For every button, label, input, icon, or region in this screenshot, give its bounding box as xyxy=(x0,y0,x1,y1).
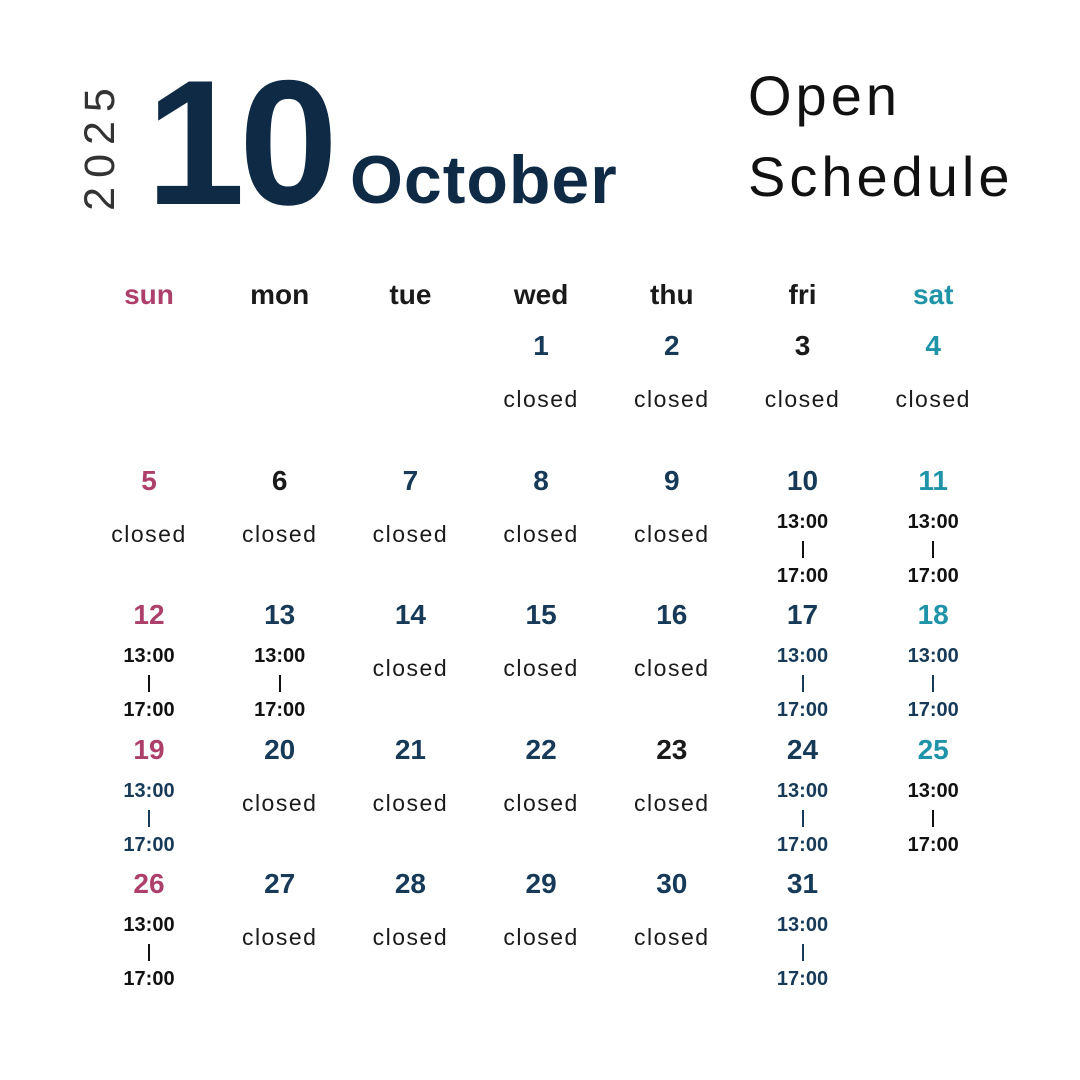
close-time: 17:00 xyxy=(123,968,175,990)
day-number: 9 xyxy=(664,464,680,496)
time-separator xyxy=(802,944,804,961)
day-cell xyxy=(738,457,868,591)
open-time: 13:00 xyxy=(907,645,959,667)
open-hours xyxy=(738,509,868,590)
title-line-open: Open xyxy=(748,64,901,127)
open-time: 13:00 xyxy=(254,645,306,667)
closed-label: closed xyxy=(634,789,710,816)
closed-label: closed xyxy=(895,386,971,412)
closed-label: closed xyxy=(503,655,579,681)
close-time: 17:00 xyxy=(776,564,829,587)
open-hours xyxy=(215,643,345,724)
day-number: 11 xyxy=(918,464,948,496)
day-cell xyxy=(607,322,737,456)
day-cell xyxy=(738,591,868,725)
day-number: 8 xyxy=(533,464,549,496)
close-time: 17:00 xyxy=(776,968,829,990)
day-number: 27 xyxy=(264,868,296,899)
closed-label: closed xyxy=(372,520,449,547)
close-time: 17:00 xyxy=(776,699,829,721)
closed-label: closed xyxy=(503,386,579,412)
day-cell xyxy=(476,457,606,591)
day-number: 18 xyxy=(917,599,949,630)
day-number: 28 xyxy=(394,868,426,899)
day-number: 20 xyxy=(264,733,296,765)
day-number: 17 xyxy=(786,599,819,630)
open-time: 13:00 xyxy=(776,914,829,936)
closed-label: closed xyxy=(241,520,318,547)
day-cell xyxy=(345,591,475,725)
closed-label: closed xyxy=(372,789,449,816)
time-separator xyxy=(932,675,934,692)
day-number: 1 xyxy=(533,330,549,361)
day-cell xyxy=(84,457,214,591)
day-cell xyxy=(607,726,737,860)
close-time: 17:00 xyxy=(776,833,829,856)
day-cell xyxy=(84,591,214,725)
day-cell xyxy=(868,726,998,860)
day-number: 7 xyxy=(402,464,419,496)
time-separator xyxy=(148,944,150,961)
day-number: 23 xyxy=(656,733,688,765)
day-cell xyxy=(738,860,868,994)
weekday-header-mon: mon xyxy=(250,279,310,310)
day-number: 25 xyxy=(917,733,949,765)
open-time: 13:00 xyxy=(776,645,829,667)
weekday-header-fri: fri xyxy=(788,279,817,310)
day-number: 19 xyxy=(133,733,165,765)
open-time: 13:00 xyxy=(907,779,959,802)
day-cell xyxy=(215,457,345,591)
day-number: 5 xyxy=(141,464,157,496)
closed-label: closed xyxy=(503,520,579,547)
closed-label: closed xyxy=(634,520,710,547)
day-cell xyxy=(607,860,737,994)
time-separator xyxy=(932,810,934,827)
close-time: 17:00 xyxy=(123,699,175,721)
day-cell xyxy=(215,591,345,725)
closed-label: closed xyxy=(111,520,187,547)
open-time: 13:00 xyxy=(123,914,175,936)
day-number: 4 xyxy=(925,330,941,361)
day-cell xyxy=(476,726,606,860)
closed-label: closed xyxy=(241,924,318,950)
day-cell xyxy=(607,457,737,591)
closed-label: closed xyxy=(764,386,841,412)
day-number: 14 xyxy=(394,599,426,630)
open-hours xyxy=(738,778,868,859)
open-hours xyxy=(868,509,998,590)
time-separator xyxy=(802,675,804,692)
open-hours xyxy=(738,912,868,993)
day-number: 16 xyxy=(656,599,688,630)
day-number: 10 xyxy=(786,464,819,496)
closed-label: closed xyxy=(372,655,449,681)
time-separator xyxy=(148,810,150,827)
open-hours xyxy=(868,643,998,724)
time-separator xyxy=(802,810,804,827)
weekday-header-tue: tue xyxy=(389,279,432,310)
day-number: 31 xyxy=(786,868,819,899)
day-number: 26 xyxy=(133,868,165,899)
day-cell xyxy=(215,726,345,860)
day-cell xyxy=(84,726,214,860)
closed-label: closed xyxy=(634,924,710,950)
open-hours xyxy=(868,778,998,859)
day-number: 21 xyxy=(394,733,426,765)
close-time: 17:00 xyxy=(907,699,959,721)
closed-label: closed xyxy=(503,924,579,950)
weekday-header-thu: thu xyxy=(650,279,694,310)
day-cell xyxy=(868,591,998,725)
day-cell xyxy=(738,726,868,860)
day-cell xyxy=(476,322,606,456)
open-hours xyxy=(84,643,214,724)
month-name: October xyxy=(350,142,618,218)
month-number: 10 xyxy=(146,43,332,242)
day-cell xyxy=(84,860,214,994)
open-hours xyxy=(84,778,214,859)
day-number: 2 xyxy=(664,330,680,361)
open-hours xyxy=(738,643,868,724)
open-time: 13:00 xyxy=(776,510,829,533)
day-cell xyxy=(476,591,606,725)
day-number: 13 xyxy=(264,599,296,630)
open-time: 13:00 xyxy=(776,779,829,802)
day-cell xyxy=(607,591,737,725)
day-number: 15 xyxy=(525,599,557,630)
day-number: 3 xyxy=(794,330,811,361)
close-time: 17:00 xyxy=(907,564,959,587)
day-cell xyxy=(868,457,998,591)
closed-label: closed xyxy=(241,789,318,816)
weekday-header-sun: sun xyxy=(124,279,174,310)
open-hours xyxy=(84,912,214,993)
weekday-header-sat: sat xyxy=(912,279,954,310)
closed-label: closed xyxy=(634,655,710,681)
close-time: 17:00 xyxy=(123,833,175,856)
day-number: 12 xyxy=(133,599,165,630)
close-time: 17:00 xyxy=(254,699,306,721)
time-separator xyxy=(932,541,934,558)
open-time: 13:00 xyxy=(907,510,959,533)
day-cell xyxy=(215,860,345,994)
closed-label: closed xyxy=(634,386,710,412)
open-time: 13:00 xyxy=(123,645,175,667)
time-separator xyxy=(802,541,804,558)
day-number: 30 xyxy=(656,868,688,899)
closed-label: closed xyxy=(503,789,579,816)
day-number: 22 xyxy=(525,733,557,765)
day-cell xyxy=(868,322,998,456)
close-time: 17:00 xyxy=(907,833,959,856)
weekday-header-wed: wed xyxy=(513,279,569,310)
time-separator xyxy=(148,675,150,692)
day-number: 6 xyxy=(271,464,288,496)
time-separator xyxy=(279,675,281,692)
day-cell xyxy=(476,860,606,994)
day-number: 24 xyxy=(786,733,819,765)
day-cell xyxy=(345,457,475,591)
year-label: 2025 xyxy=(76,79,124,211)
closed-label: closed xyxy=(372,924,449,950)
day-cell xyxy=(345,726,475,860)
day-cell xyxy=(345,860,475,994)
title-line-schedule: Schedule xyxy=(748,145,1014,208)
day-cell xyxy=(738,322,868,456)
open-time: 13:00 xyxy=(123,779,175,802)
day-number: 29 xyxy=(525,868,557,899)
